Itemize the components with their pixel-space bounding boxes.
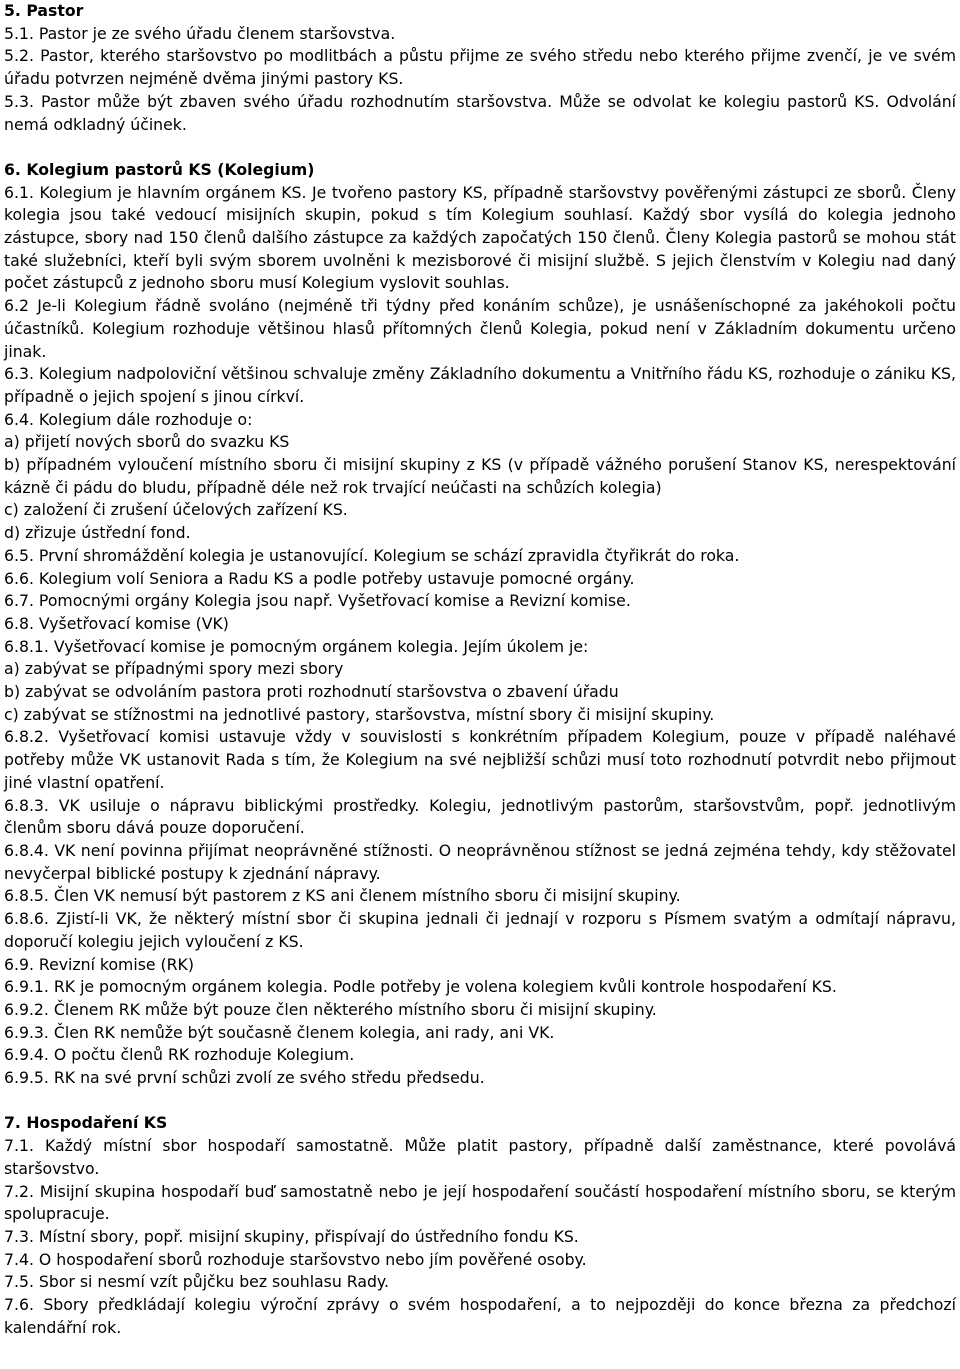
paragraph: 6.8.2. Vyšetřovací komisi ustavuje vždy v souvislosti s konkrétním případem Kolegium, pouze v případě naléhavé potřeby může VK ustanovit Rada s tím, že Kolegium na své nejbližší schůzi musí toto rozhodnutí potvrdit nebo přijmout jiné vlastní opatření. (4, 727, 956, 792)
section-heading: 5. Pastor (4, 1, 84, 20)
paragraph: 6.8.3. VK usiluje o nápravu biblickými prostředky. Kolegiu, jednotlivým pastorům, staršovstvům, popř. jednotlivým členům sboru dává pouze doporučení. (4, 795, 956, 838)
section-spacer (4, 136, 956, 159)
paragraph: 6.7. Pomocnými orgány Kolegia jsou např. Vyšetřovací komise a Revizní komise. (4, 591, 631, 611)
paragraph: 6.8.1. Vyšetřovací komise je pomocným orgánem kolegia. Jejím úkolem je: (4, 636, 589, 656)
paragraph: 6.6. Kolegium volí Seniora a Radu KS a podle potřeby ustavuje pomocné orgány. (4, 568, 635, 588)
paragraph: 6.9.2. Členem RK může být pouze člen některého místního sboru či misijní skupiny. (4, 999, 657, 1019)
paragraph: 7.5. Sbor si nesmí vzít půjčku bez souhlasu Rady. (4, 1272, 389, 1292)
section-heading: 7. Hospodaření KS (4, 1113, 168, 1133)
paragraph: a) zabývat se případnými spory mezi sbory (4, 659, 344, 679)
section-spacer (4, 1090, 956, 1113)
paragraph: d) zřizuje ústřední fond. (4, 523, 191, 543)
paragraph: 6.9.4. O počtu členů RK rozhoduje Kolegium. (4, 1045, 355, 1065)
paragraph: 6.2 Je-li Kolegium řádně svoláno (nejméně tři týdny před konáním schůze), je usnášeníschopné za jakéhokoli počtu účastníků. Kolegium rozhoduje většinou hlasů přítomných členů Kolegia, pokud není v Základním dokumentu určeno jinak. (4, 296, 956, 361)
paragraph: b) případném vyloučení místního sboru či misijní skupiny z KS (v případě vážného porušení Stanov KS, nerespektování kázně či pádu do bludu, případně déle než rok trvající neúčasti na schůzích kolegia) (4, 455, 956, 497)
paragraph: 6.4. Kolegium dále rozhoduje o: (4, 409, 253, 429)
paragraph: c) zabývat se stížnostmi na jednotlivé pastory, staršovstva, místní sbory či misijní skupiny. (4, 704, 715, 724)
paragraph: 5.1. Pastor je ze svého úřadu členem staršovstva. (4, 23, 396, 43)
paragraph: 6.9. Revizní komise (RK) (4, 954, 194, 974)
paragraph: 6.9.5. RK na své první schůzi zvolí ze svého středu předsedu. (4, 1068, 485, 1088)
paragraph: 6.3. Kolegium nadpoloviční většinou schvaluje změny Základního dokumentu a Vnitřního řádu KS, rozhoduje o zániku KS, případně o jejich spojení s jinou církví. (4, 364, 956, 406)
section-heading: 6. Kolegium pastorů KS (Kolegium) (4, 159, 315, 179)
paragraph: 6.8.5. Člen VK nemusí být pastorem z KS ani členem místního sboru či misijní skupiny. (4, 886, 681, 906)
paragraph: 7.2. Misijní skupina hospodaří buď samostatně nebo je její hospodaření součástí hospodaření místního sboru, se kterým spolupracuje. (4, 1181, 956, 1224)
paragraph: 6.1. Kolegium je hlavním orgánem KS. Je tvořeno pastory KS, případně staršovstvy pověřenými zástupci ze sborů. Členy kolegia jsou také vedoucí misijních skupin, pokud s tím Kolegium souhlasí. Každý sbor vysílá do kolegia jednoho zástupce, sbory nad 150 členů dalšího zástupce za každých započatých 150 členů. Členy Kolegia pastorů se mohou stát také služebníci, kteří byli svým sborem uvolněni k mezisborové či misijní službě. S jejich členstvím v Kolegiu nad daný počet zástupců z jednoho sboru musí Kolegium vyslovit souhlas. (4, 182, 956, 293)
paragraph: 6.8.6. Zjistí-li VK, že některý místní sbor či skupina jednali či jednají v rozporu s Písmem svatým a odmítají nápravu, doporučí kolegiu jejich vyloučení z KS. (4, 909, 956, 951)
paragraph: 6.8. Vyšetřovací komise (VK) (4, 613, 229, 633)
paragraph: 7.1. Každý místní sbor hospodaří samostatně. Může platit pastory, případně další zaměstnance, které povolává staršovstvo. (4, 1136, 956, 1178)
paragraph: 6.9.3. Člen RK nemůže být současně členem kolegia, ani rady, ani VK. (4, 1022, 555, 1042)
paragraph: 5.2. Pastor, kterého staršovstvo po modlitbách a půstu přijme ze svého středu nebo kterého přijme zvenčí, je ve svém úřadu potvrzen nejméně dvěma jinými pastory KS. (4, 46, 956, 89)
paragraph: a) přijetí nových sborů do svazku KS (4, 432, 290, 452)
paragraph: 5.3. Pastor může být zbaven svého úřadu rozhodnutím staršovstva. Může se odvolat ke kolegiu pastorů KS. Odvolání nemá odkladný účinek. (4, 91, 956, 134)
paragraph: 6.9.1. RK je pomocným orgánem kolegia. Podle potřeby je volena kolegiem kvůli kontrole hospodaření KS. (4, 977, 837, 997)
paragraph: b) zabývat se odvoláním pastora proti rozhodnutí staršovstva o zbavení úřadu (4, 682, 619, 702)
paragraph: 6.5. První shromáždění kolegia je ustanovující. Kolegium se schází zpravidla čtyřikrát do roka. (4, 545, 740, 565)
paragraph: 7.4. O hospodaření sborů rozhoduje staršovstvo nebo jím pověřené osoby. (4, 1249, 587, 1269)
paragraph: 7.6. Sbory předkládají kolegiu výroční zprávy o svém hospodaření, a to nejpozději do konce března za předchozí kalendářní rok. (4, 1295, 956, 1337)
paragraph: 6.8.4. VK není povinna přijímat neoprávněné stížnosti. O neoprávněnou stížnost se jedná zejména tehdy, kdy stěžovatel nevyčerpal biblické postupy k zjednání nápravy. (4, 841, 956, 883)
paragraph: 7.3. Místní sbory, popř. misijní skupiny, přispívají do ústředního fondu KS. (4, 1226, 579, 1246)
paragraph: c) založení či zrušení účelových zařízení KS. (4, 500, 348, 520)
